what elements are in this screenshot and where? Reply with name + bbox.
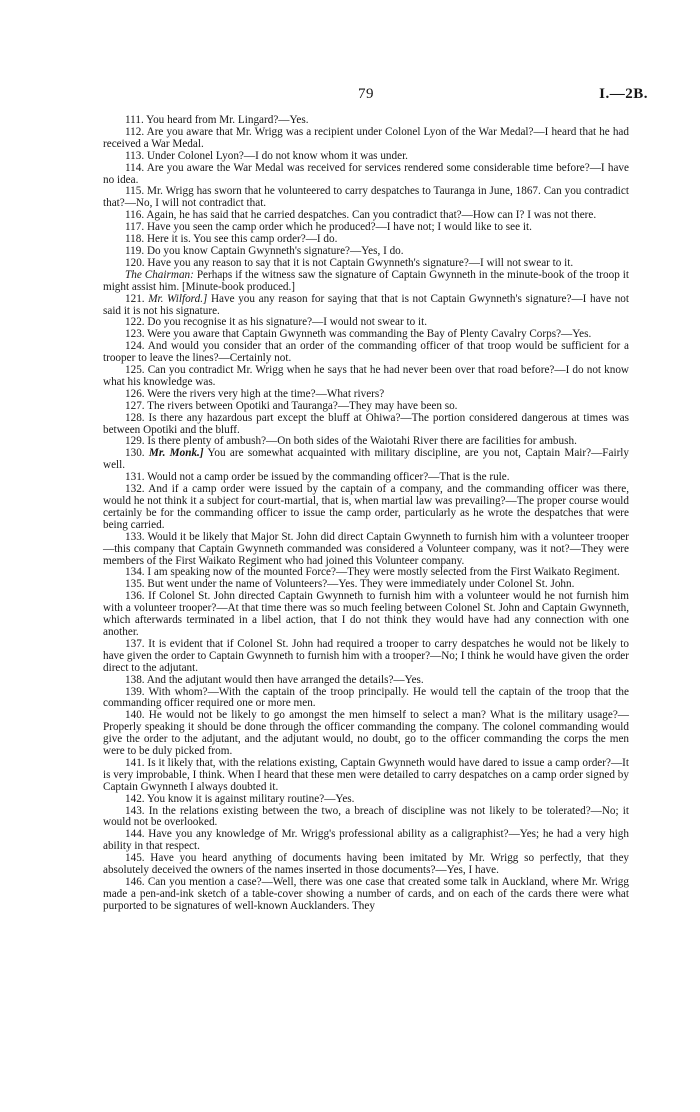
paragraph-141: 141. Is it likely that, with the relations existing, Captain Gwynneth would have dared to issue a camp order?—It is very improbable, I think. When I heard that these men were detailed to carry despatches on a camp order signed by Captain Gwynneth I always doubted it.: [103, 756, 629, 793]
paragraph-113: 113. Under Colonel Lyon?—I do not know whom it was under.: [125, 149, 408, 162]
paragraph-111: 111. You heard from Mr. Lingard?—Yes.: [125, 114, 309, 126]
speaker-label: The Chairman:: [125, 268, 194, 281]
paragraph-138: 138. And the adjutant would then have arranged the details?—Yes.: [125, 673, 424, 686]
paragraph-137: 137. It is evident that if Colonel St. John had required a trooper to carry despatches he would not be likely to have given the order to Captain Gwynneth to furnish him with a trooper?—No; I think he would have given the order direct to the adjutant.: [103, 637, 629, 674]
paragraph-112: 112. Are you aware that Mr. Wrigg was a recipient under Colonel Lyon of the War Medal?—I heard that he had received a War Medal.: [103, 125, 629, 150]
paragraph-119: 119. Do you know Captain Gwynneth's signature?—Yes, I do.: [125, 244, 404, 257]
paragraph-135: 135. But went under the name of Volunteers?—Yes. They were immediately under Colonel St. John.: [125, 578, 575, 591]
speaker-label: Mr. Monk.]: [148, 447, 204, 460]
paragraph-140: 140. He would not be likely to go amongst the men himself to select a man? What is the military usage?—Properly speaking it should be done through the officer commanding the company. The colonel commanding would give the order to the adjutant, and the adjutant would, no doubt, go to the officer commanding the corps the men were to be duly picked from.: [103, 709, 629, 758]
paragraph-chairman: [103, 270, 629, 294]
paragraph-text: Have you any reason for saying that that is not Captain Gwynneth's signature?—I have not said it is not his signature.: [103, 292, 630, 317]
paragraph-146: 146. Can you mention a case?—Well, there was one case that created some talk in Auckland, where Mr. Wrigg made a pen-and-ink sketch of a table-cover showing a number of cards, and on each of the cards there were what purported to be signatures of well-known Aucklanders. They: [103, 876, 629, 912]
document-reference: I.—2B.: [599, 86, 648, 102]
paragraph-139: 139. With whom?—With the captain of the troop principally. He would tell the captain of the troop that the commanding officer required one or more men.: [103, 685, 629, 710]
paragraph-124: 124. And would you consider that an order of the commanding officer of that troop would be sufficient for a trooper to leave the lines?—Certainly not.: [103, 340, 629, 365]
paragraph-128: 128. Is there any hazardous part except the bluff at Ohiwa?—The portion considered dangerous at times was between Opotiki and the bluff.: [103, 411, 629, 436]
paragraph-125: 125. Can you contradict Mr. Wrigg when he says that he had never been over that road before?—I do not know what his knowledge was.: [103, 364, 629, 388]
paragraph-115: 115. Mr. Wrigg has sworn that he volunteered to carry despatches to Tauranga in June, 1867. Can you contradict that?—No, I will not contradict that.: [103, 185, 629, 210]
question-number: 121.: [125, 292, 149, 305]
page-number: 79: [358, 86, 374, 102]
paragraph-130: [103, 448, 629, 472]
paragraph-116: 116. Again, he has said that he carried despatches. Can you contradict that?—How can I? I was not there.: [125, 209, 597, 222]
paragraph-122: 122. Do you recognise it as his signature?—I would not swear to it.: [125, 316, 428, 329]
paragraph-133: 133. Would it be likely that Major St. John did direct Captain Gwynneth to furnish him with a volunteer trooper—this company that Captain Gwynneth commanded was considered a Volunteer company, was it not?—They were members of the First Waikato Regiment who had joined this Volunteer company.: [103, 530, 629, 567]
paragraph-114: 114. Are you aware the War Medal was received for services rendered some considerable time before?—I have no idea.: [103, 161, 629, 186]
paragraph-127: 127. The rivers between Opotiki and Tauranga?—They may have been so.: [125, 399, 458, 412]
paragraph-134: 134. I am speaking now of the mounted Force?—They were mostly selected from the First Waikato Regiment.: [125, 566, 620, 579]
paragraph-132: 132. And if a camp order were issued by the captain of a company, and the commanding officer was there, would he not think it a subject for court-martial, that is, when martial law was prevailing?—The proper course would certainly be for the commanding officer to issue the camp order, particularly as he wrote the despatches that were being carried.: [103, 483, 629, 531]
paragraph-123: 123. Were you aware that Captain Gwynneth was commanding the Bay of Plenty Cavalry Corps?—Yes.: [125, 328, 592, 341]
paragraph-117: 117. Have you seen the camp order which he produced?—I have not; I would like to see it.: [125, 221, 532, 234]
paragraph-text: You are somewhat acquainted with military discipline, are you not, Captain Mair?—Fairly well.: [103, 447, 629, 472]
paragraph-text: Perhaps if the witness saw the signature of Captain Gwynneth in the minute-book of the troop it might assist him. [Minute-book produced.]: [103, 268, 629, 293]
paragraph-120: 120. Have you any reason to say that it is not Captain Gwynneth's signature?—I will not swear to it.: [125, 256, 574, 269]
paragraph-129: 129. Is there plenty of ambush?—On both sides of the Waiotahi River there are facilities for ambush.: [125, 435, 577, 448]
paragraph-118: 118. Here it is. You see this camp order?—I do.: [125, 233, 338, 246]
paragraph-142: 142. You know it is against military routine?—Yes.: [125, 792, 355, 805]
page-body: [103, 115, 629, 913]
paragraph-145: 145. Have you heard anything of documents having been imitated by Mr. Wrigg so perfectly, that they absolutely deceived the owners of the names inserted in those documents?—Yes, I have.: [103, 852, 629, 877]
speaker-label: Mr. Wilford.]: [148, 292, 208, 305]
paragraph-131: 131. Would not a camp order be issued by the commanding officer?—That is the rule.: [125, 471, 510, 484]
paragraph-136: 136. If Colonel St. John directed Captain Gwynneth to furnish him with a volunteer would he not furnish him with a volunteer trooper?—At that time there was so much feeling between Colonel St. John and Captain Gwynneth, which afterwards terminated in a libel action, that I do not think they would have had any connection with one another.: [103, 590, 629, 638]
question-number: 130.: [125, 447, 149, 460]
paragraph-126: 126. Were the rivers very high at the time?—What rivers?: [125, 387, 385, 400]
paragraph-144: 144. Have you any knowledge of Mr. Wrigg's professional ability as a caligraphist?—Yes; he had a very high ability in that respect.: [103, 828, 629, 853]
paragraph-121: [103, 294, 629, 318]
paragraph-143: 143. In the relations existing between the two, a breach of discipline was not likely to be tolerated?—No; it would not be overlooked.: [103, 804, 629, 829]
